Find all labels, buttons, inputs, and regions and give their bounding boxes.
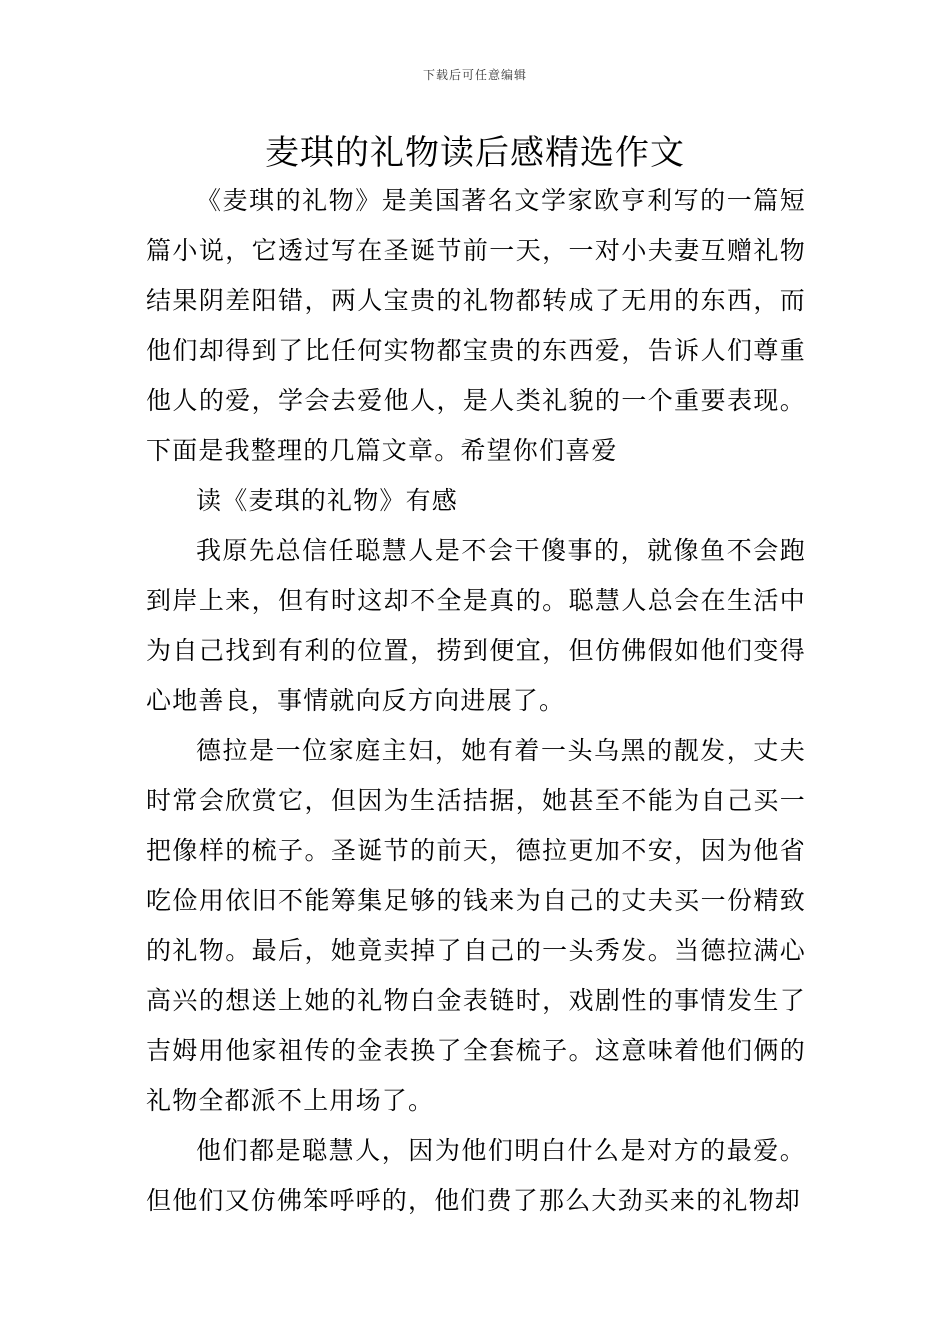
document-body: [146, 176, 806, 1226]
paragraph-1: 我原先总信任聪慧人是不会干傻事的，就像鱼不会跑到岸上来，但有时这却不全是真的。聪慧人总会在生活中为自己找到有利的位置，捞到便宜，但仿佛假如他们变得心地善良，事情就向反方向进展了。: [146, 536, 806, 715]
header-note: 下载后可任意编辑: [422, 68, 527, 82]
paragraph-intro: 《麦琪的礼物》是美国著名文学家欧亨利写的一篇短篇小说，它透过写在圣诞节前一天，一对小夫妻互赠礼物结果阴差阳错，两人宝贵的礼物都转成了无用的东西，而他们却得到了比任何实物都宝贵的东西爱，告诉人们尊重他人的爱，学会去爱他人，是人类礼貌的一个重要表现。下面是我整理的几篇文章。希望你们喜爱: [146, 186, 806, 465]
paragraph-3: 他们都是聪慧人，因为他们明白什么是对方的最爱。但他们又仿佛笨呼呼的，他们费了那么大劲买来的礼物却: [146, 1136, 806, 1215]
document-title: 麦琪的礼物读后感精选作文: [265, 133, 685, 173]
paragraph-subheading: 读《麦琪的礼物》有感: [196, 486, 459, 515]
paragraph-2: 德拉是一位家庭主妇，她有着一头乌黑的靓发，丈夫时常会欣赏它，但因为生活拮据，她甚至不能为自己买一把像样的梳子。圣诞节的前天，德拉更加不安，因为他省吃俭用依旧不能筹集足够的钱来为自己的丈夫买一份精致的礼物。最后，她竟卖掉了自己的一头秀发。当德拉满心高兴的想送上她的礼物白金表链时，戏剧性的事情发生了吉姆用他家祖传的金表换了全套梳子。这意味着他们俩的礼物全都派不上用场了。: [146, 736, 806, 1115]
